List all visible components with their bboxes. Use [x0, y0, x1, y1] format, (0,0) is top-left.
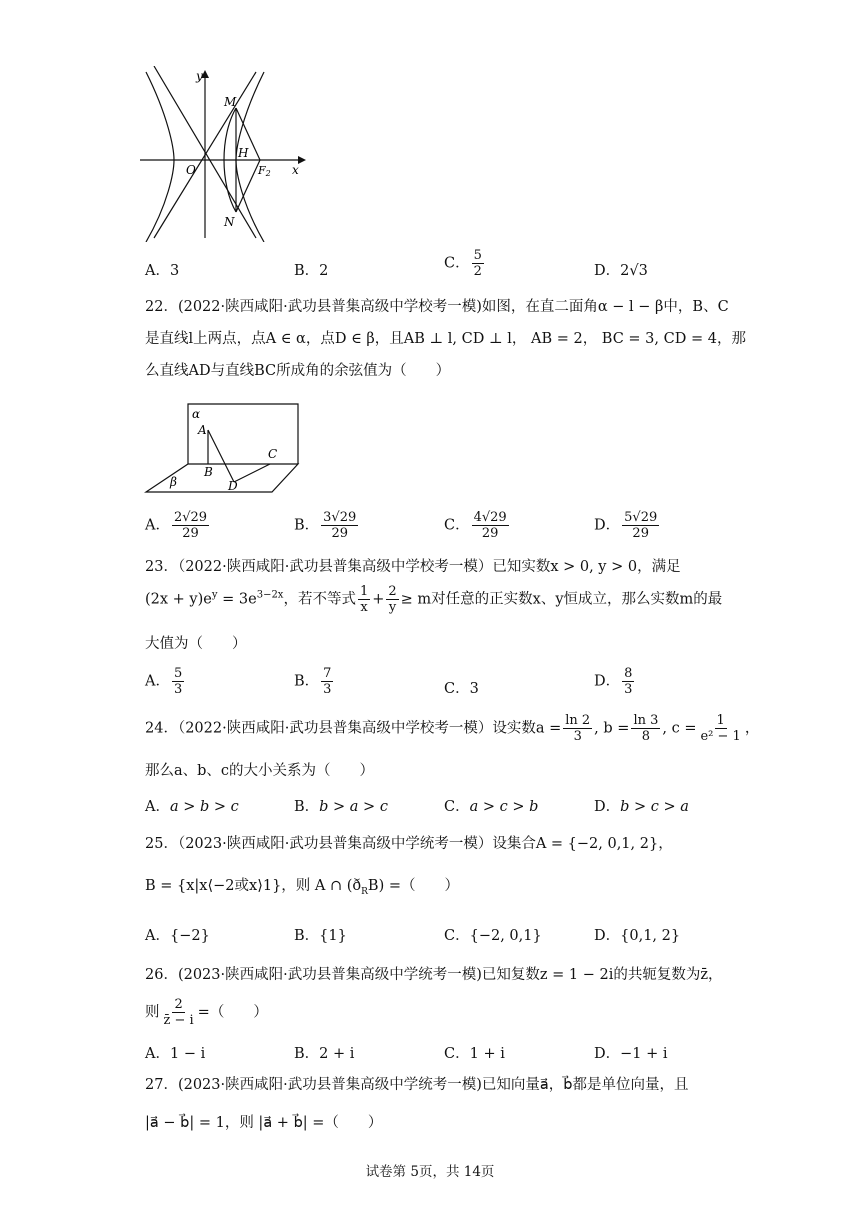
q26-line-1: 26．(2023·陕西咸阳·武功县普集高级中学统考一模)已知复数z = 1 − 2i的共轭复数为z̄，	[145, 967, 723, 983]
q24-line-1: 24．（2022·陕西咸阳·武功县普集高级中学校考一模）设实数a = $\frac{\ln 2}{3}$ , b = $\frac{\ln 3}{8}$ , c = $\frac{1}{\text{e² − 1}}$ ，	[145, 713, 760, 744]
label-d: D	[228, 479, 238, 493]
q22-option-a[interactable]: A． $\frac{2√29}{29}$	[145, 510, 208, 541]
q22-option-c[interactable]: C． $\frac{4√29}{29}$	[444, 510, 507, 541]
q22-option-b[interactable]: B． $\frac{3√29}{29}$	[294, 510, 357, 541]
q24-option-b[interactable]: B．b > a > c	[294, 799, 388, 815]
q23-line-3: 大值为（ ）	[145, 636, 247, 652]
q25-line-2: B = {x|x⟨−2或x⟩1}，则 A ∩ $(ð_RB)$ =（ ）	[145, 878, 459, 897]
label-a: A	[198, 423, 207, 437]
q22-line-2: 是直线l上两点，点A ∈ α，点D ∈ β，且AB ⊥ l, CD ⊥ l， AB = 2， BC = 3, CD = 4，那	[145, 331, 746, 347]
label-beta: β	[170, 475, 177, 489]
segment-cd	[234, 464, 270, 482]
label-o: O	[186, 163, 196, 177]
q27-line-2: |a⃗ − b⃗| = 1，则 |a⃗ + b⃗| =（ ）	[145, 1115, 383, 1131]
q22-line-3: 么直线AD与直线BC所成角的余弦值为（ ）	[145, 363, 451, 379]
q24-option-a[interactable]: A．a > b > c	[145, 799, 239, 815]
q25-line-1: 25．（2023·陕西咸阳·武功县普集高级中学统考一模）设集合A = {−2, 0,1, 2}，	[145, 836, 673, 852]
q21-option-a[interactable]: A．3	[145, 263, 180, 279]
q25-option-d[interactable]: D．{0,1, 2}	[594, 928, 681, 944]
q21-option-d[interactable]: D．2√3	[594, 263, 648, 279]
label-h: H	[238, 146, 249, 160]
q26-option-a[interactable]: A．1 − i	[145, 1046, 206, 1062]
label-f2: F2	[258, 164, 271, 178]
q26-option-b[interactable]: B．2 + i	[294, 1046, 355, 1062]
q23-option-b[interactable]: B． $\frac{7}{3}$	[294, 666, 332, 697]
label-c: C	[268, 447, 278, 461]
q25-option-b[interactable]: B．{1}	[294, 928, 347, 944]
label-n: N	[224, 215, 235, 229]
dihedral-angle-figure	[142, 398, 302, 498]
label-y: y	[196, 69, 203, 83]
q26-option-d[interactable]: D．−1 + i	[594, 1046, 668, 1062]
q22-line-1: 22．(2022·陕西咸阳·武功县普集高级中学校考一模)如图，在直二面角α − l − β中，B、C	[145, 299, 729, 315]
q25-option-a[interactable]: A．{−2}	[145, 928, 210, 944]
q27-line-1: 27．(2023·陕西咸阳·武功县普集高级中学统考一模)已知向量a⃗，b⃗都是单位向量，且	[145, 1077, 689, 1093]
q24-option-c[interactable]: C．a > c > b	[444, 799, 539, 815]
segment-nf2	[236, 160, 260, 212]
page-footer: 试卷第 5页，共 14页	[365, 1164, 495, 1180]
q24-option-d[interactable]: D．b > c > a	[594, 799, 689, 815]
q25-option-c[interactable]: C．{−2, 0,1}	[444, 928, 542, 944]
hyperbola-figure	[140, 66, 310, 242]
q23-option-d[interactable]: D． $\frac{8}{3}$	[594, 666, 633, 697]
label-b: B	[204, 465, 213, 479]
plane-beta	[146, 464, 298, 492]
q23-option-c[interactable]: C．3	[444, 681, 479, 697]
label-x: x	[292, 163, 299, 177]
q23-option-a[interactable]: A． $\frac{5}{3}$	[145, 666, 183, 697]
label-m: M	[224, 95, 237, 109]
q23-line-2: $(2x + y)e^y = 3e^{3-2x}$，若不等式 $\frac{1}{x}$ + $\frac{2}{y}$ ≥ m对任意的正实数x、y恒成立，那么实数m的最	[145, 584, 723, 615]
q24-line-2: 那么a、b、c的大小关系为（ ）	[145, 763, 375, 779]
label-alpha: α	[192, 407, 201, 421]
q26-line-2: 则 $\frac{2}{z̄ - i}$ =（ ）	[145, 997, 268, 1028]
q26-option-c[interactable]: C．1 + i	[444, 1046, 505, 1062]
q23-line-1: 23．（2022·陕西咸阳·武功县普集高级中学校考一模）已知实数x > 0, y > 0，满足	[145, 559, 681, 575]
q22-option-d[interactable]: D． $\frac{5√29}{29}$	[594, 510, 658, 541]
q21-option-b[interactable]: B．2	[294, 263, 329, 279]
hyperbola-left-branch	[146, 72, 174, 242]
q21-option-c[interactable]: C． $\frac{5}{2}$	[444, 248, 482, 279]
